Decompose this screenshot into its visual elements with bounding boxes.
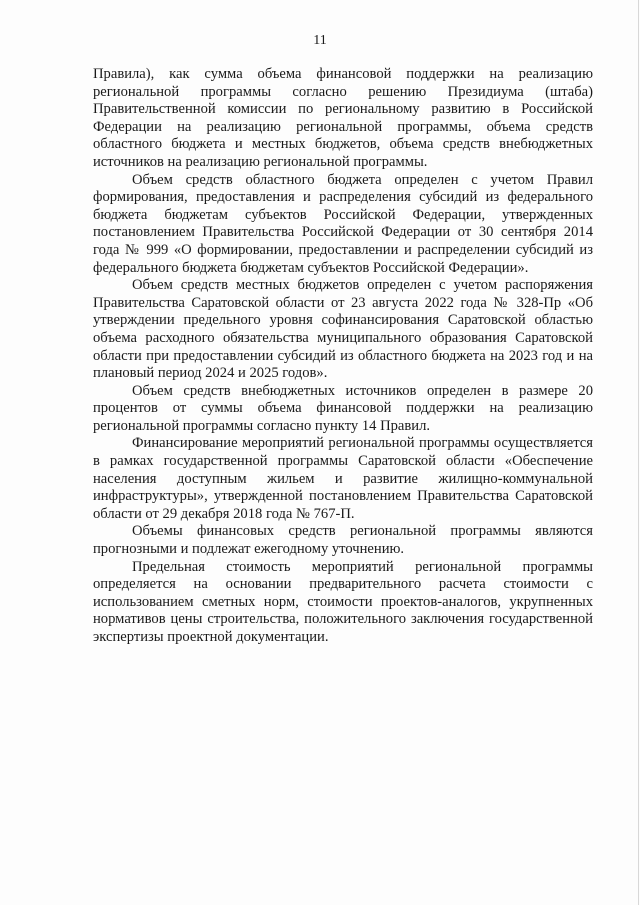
document-body [93, 66, 593, 647]
page-edge-line [638, 0, 639, 905]
paragraph-regional-budget: Объем средств областного бюджета определен с учетом Правил формирования, предоставления и распределения субсидий из федерального бюджета бюджетам субъектов Российской Федерации, утвержденных постановлением Правительства Российской Федерации от 30 сентября 2014 года № 999 «О формировании, предоставлении и распределении субсидий из федерального бюджета бюджетам субъектов Российской Федерации». [93, 171, 593, 276]
paragraph-local-budgets: Объем средств местных бюджетов определен с учетом распоряжения Правительства Саратовской области от 23 августа 2022 года № 328-Пр «Об утверждении предельного уровня софинансирования Саратовской областью объема расходного обязательства муниципального образования Саратовской области при предоставлении субсидий из областного бюджета на 2023 год и на плановый период 2024 и 2025 годов». [93, 277, 593, 382]
paragraph-continuation: Правила), как сумма объема финансовой поддержки на реализацию региональной программы согласно решению Президиума (штаба) Правительственной комиссии по региональному развитию в Российской Федерации на реализацию региональной программы, объема средств областного бюджета и местных бюджетов, объема средств внебюджетных источников на реализацию региональной программы. [93, 66, 593, 170]
paragraph-financing: Финансирование мероприятий региональной программы осуществляется в рамках государственной программы Саратовской области «Обеспечение населения доступным жильем и развитие жилищно-коммунальной инфраструктуры», утвержденной постановлением Правительства Саратовской области от 29 декабря 2018 года № 767-П. [93, 435, 593, 522]
paragraph-extrabudgetary: Объем средств внебюджетных источников определен в размере 20 процентов от суммы объема финансовой поддержки на реализацию региональной программы согласно пункту 14 Правил. [93, 382, 593, 434]
paragraph-cost-limit: Предельная стоимость мероприятий региональной программы определяется на основании предварительного расчета стоимости с использованием сметных норм, стоимости проектов-аналогов, укрупненных нормативов цены строительства, положительного заключения государственной экспертизы проектной документации. [93, 558, 593, 645]
paragraph-forecast: Объемы финансовых средств региональной программы являются прогнозными и подлежат ежегодному уточнению. [93, 523, 593, 558]
page-number: 11 [313, 33, 327, 48]
